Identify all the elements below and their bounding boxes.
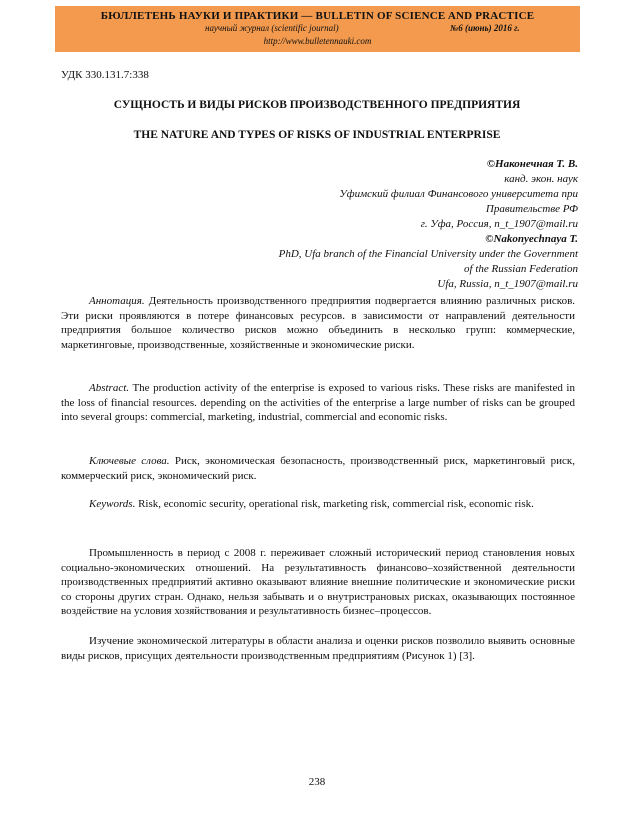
- author-affiliation-en-2: of the Russian Federation: [464, 263, 578, 275]
- journal-type: научный журнал (scientific journal): [205, 23, 339, 33]
- abstract-en-text: The production activity of the enterprise is exposed to various risks. These risks are manifested in the loss of financial resources. depending on the activities of the enterprise a large number of risks can be grouped into several groups: commercial, marketing, industrial, commercial and economic risks.: [61, 382, 575, 424]
- author-location-ru: г. Уфа, Россия, n_t_1907@mail.ru: [420, 218, 578, 230]
- journal-subline: [55, 23, 580, 35]
- keywords-en-text: Risk, economic security, operational risk, marketing risk, commercial risk, economic risk.: [138, 498, 534, 510]
- annotation-ru-label: Аннотация.: [89, 295, 145, 307]
- keywords-ru-label: Ключевые слова.: [89, 455, 170, 467]
- author-block: [279, 157, 578, 292]
- annotation-ru: [61, 294, 575, 352]
- body-paragraph: Изучение экономической литературы в области анализа и оценки рисков позволило выявить основные виды рисков, присущих деятельности производственным предприятиям (Рисунок 1) [3].: [61, 635, 575, 662]
- author-name-ru: ©Наконечная Т. В.: [486, 158, 578, 170]
- journal-title: БЮЛЛЕТЕНЬ НАУКИ И ПРАКТИКИ — BULLETIN OF SCIENCE AND PRACTICE: [100, 10, 535, 22]
- journal-header: [55, 6, 580, 52]
- keywords-ru-text: Риск, экономическая безопасность, производственный риск, маркетинговый риск, коммерческий риск, экономический риск.: [61, 455, 575, 482]
- body-paragraph: Промышленность в период с 2008 г. переживает сложный исторический период становления новых социально-экономических отношений. На результативность финансово–хозяйственной деятельности производственных предприятий активно оказывают влияние внешние политические и экономические риски со стороны других стран. Однако, нельзя забывать и о внутристрановых рисках, оказывающих постоянное воздействие на условия хозяйствования и результативность бизнес–процессов.: [61, 547, 575, 618]
- author-affiliation-en-1: PhD, Ufa branch of the Financial University under the Government: [278, 248, 578, 260]
- article-title-en: THE NATURE AND TYPES OF RISKS OF INDUSTRIAL ENTERPRISE: [133, 129, 501, 141]
- author-location-en: Ufa, Russia, n_t_1907@mail.ru: [437, 278, 578, 290]
- author-degree-ru: канд. экон. наук: [504, 173, 578, 185]
- article-title-ru: СУЩНОСТЬ И ВИДЫ РИСКОВ ПРОИЗВОДСТВЕННОГО ПРЕДПРИЯТИЯ: [113, 99, 521, 111]
- abstract-en: [61, 381, 575, 425]
- journal-url[interactable]: http://www.bulletennauki.com: [263, 36, 372, 46]
- author-affiliation-ru-1: Уфимский филиал Финансового университета при: [339, 188, 578, 200]
- keywords-en-label: Keywords.: [89, 498, 136, 510]
- page-number: 238: [308, 776, 326, 788]
- keywords-ru: [61, 454, 575, 483]
- journal-issue: №6 (июнь) 2016 г.: [450, 23, 520, 33]
- keywords-en: [61, 497, 575, 512]
- author-name-en: ©Nakonyechnaya T.: [485, 233, 578, 245]
- udk-code: УДК 330.131.7:338: [61, 69, 149, 81]
- author-affiliation-ru-2: Правительстве РФ: [485, 203, 578, 215]
- abstract-en-label: Abstract.: [89, 382, 130, 394]
- annotation-ru-text: Деятельность производственного предприятия подвергается влиянию различных рисков. Эти риски проявляются в потере финансовых ресурсов. в зависимости от направлений деятельности предприятия большое количество рисков можно объединить в несколько групп: коммерческие, маркетинговые, производственные, хозяйственные и экономические риски.: [61, 295, 576, 351]
